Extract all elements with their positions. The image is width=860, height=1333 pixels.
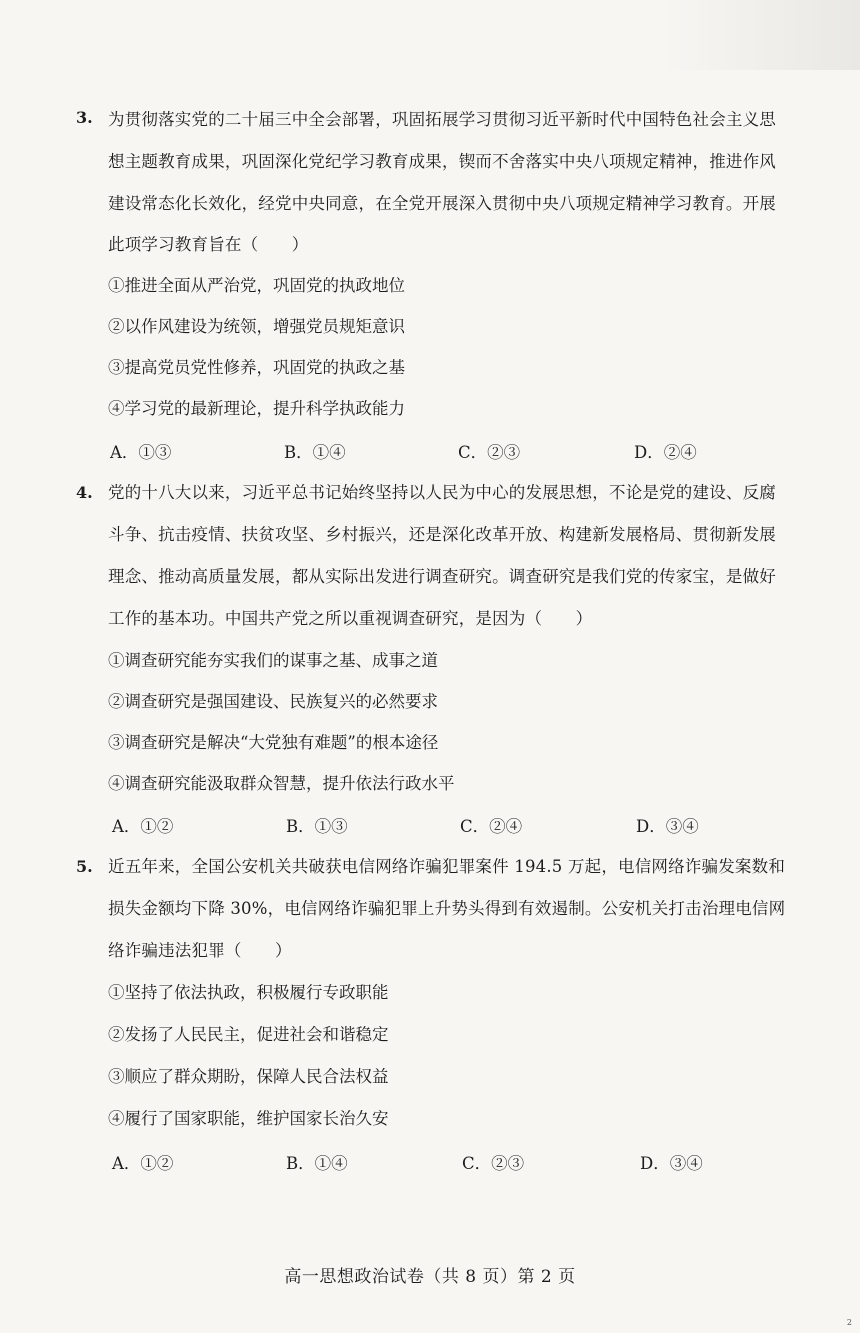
question-stem-line: 此项学习教育旨在（ ） [108,235,309,254]
question-stem-line: 建设常态化长效化，经党中央同意，在全党开展深入贯彻中央八项规定精神学习教育。开展 [108,194,776,213]
statement-option: ②调查研究是强国建设、民族复兴的必然要求 [108,692,438,711]
question-stem-line: 想主题教育成果，巩固深化党纪学习教育成果，锲而不舍落实中央八项规定精神，推进作风 [108,152,776,171]
question-stem-line: 为贯彻落实党的二十届三中全会部署，巩固拓展学习贯彻习近平新时代中国特色社会主义思 [108,110,776,129]
answer-choice-a: A．①② [112,1154,174,1173]
answer-choice-c: C．②③ [462,1154,525,1173]
scan-shadow [660,0,860,70]
question-stem-line: 党的十八大以来，习近平总书记始终坚持以人民为中心的发展思想，不论是党的建设、反腐 [108,483,776,502]
answer-choice-d: D．③④ [640,1154,703,1173]
question-stem-line: 理念、推动高质量发展，都从实际出发进行调查研究。调查研究是我们党的传家宝，是做好 [108,567,776,586]
corner-page-mark: 2 [846,1318,852,1327]
answer-choice-c: C．②③ [458,443,521,462]
statement-option: ③调查研究是解决“大党独有难题”的根本途径 [108,733,439,752]
statement-option: ①调查研究能夯实我们的谋事之基、成事之道 [108,651,438,670]
statement-option: ④调查研究能汲取群众智慧，提升依法行政水平 [108,774,455,793]
statement-option: ②以作风建设为统领，增强党员规矩意识 [108,317,405,336]
question-stem-line: 斗争、抗击疫情、扶贫攻坚、乡村振兴，还是深化改革开放、构建新发展格局、贯彻新发展 [108,525,776,544]
statement-option: ③提高党员党性修养，巩固党的执政之基 [108,358,405,377]
statement-option: ①推进全面从严治党，巩固党的执政地位 [108,276,405,295]
statement-option: ③顺应了群众期盼，保障人民合法权益 [108,1067,389,1086]
answer-choice-c: C．②④ [460,817,523,836]
question-stem-line: 络诈骗违法犯罪（ ） [108,941,292,960]
answer-choice-d: D．②④ [634,443,697,462]
answer-choice-a: A．①② [112,817,174,836]
question-stem-line: 近五年来，全国公安机关共破获电信网络诈骗犯罪案件 194.5 万起，电信网络诈骗发案数和 [108,857,786,876]
question-number: 4. [76,483,93,502]
statement-option: ④学习党的最新理论，提升科学执政能力 [108,399,405,418]
question-number: 5. [76,857,93,876]
statement-option: ④履行了国家职能，维护国家长治久安 [108,1109,389,1128]
statement-option: ②发扬了人民民主，促进社会和谐稳定 [108,1025,389,1044]
question-stem-line: 损失金额均下降 30%，电信网络诈骗犯罪上升势头得到有效遏制。公安机关打击治理电信网 [108,899,786,918]
answer-choice-b: B．①④ [286,1154,348,1173]
page-footer: 高一思想政治试卷（共 8 页）第 2 页 [284,1267,576,1287]
answer-choice-d: D．③④ [636,817,699,836]
answer-choice-a: A．①③ [110,443,172,462]
question-number: 3. [76,108,93,127]
answer-choice-b: B．①③ [286,817,348,836]
statement-option: ①坚持了依法执政，积极履行专政职能 [108,983,389,1002]
question-stem-line: 工作的基本功。中国共产党之所以重视调查研究，是因为（ ） [108,609,593,628]
answer-choice-b: B．①④ [284,443,346,462]
